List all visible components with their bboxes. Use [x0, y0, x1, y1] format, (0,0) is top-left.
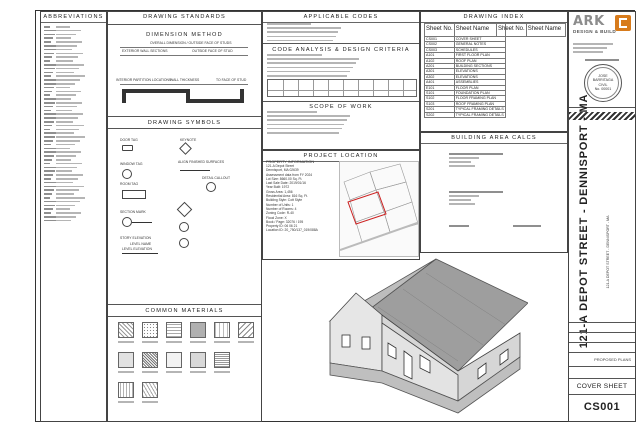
sheet-name: COVER SHEET — [576, 383, 628, 390]
material-swatch — [118, 322, 134, 338]
material-swatch — [142, 322, 158, 338]
drawing-index-panel — [420, 11, 568, 132]
material-swatch — [214, 322, 230, 338]
abbr-value — [56, 129, 79, 131]
index-sheet-no: A401 — [425, 80, 455, 85]
index-sheet-no: S101 — [425, 91, 455, 96]
abbr-value — [56, 186, 84, 188]
abbr-key — [44, 49, 56, 51]
property-info-line: Dennisport, MA 02639 — [266, 168, 299, 173]
sheet-status: PROPOSED PLANS — [594, 357, 631, 362]
door-tag-icon — [122, 145, 133, 151]
material-swatch — [166, 352, 182, 368]
index-col-sheet: Sheet No. — [425, 24, 455, 37]
index-sheet-no: E101 — [425, 85, 455, 90]
dim-label-ext-wall: EXTERIOR WALL SECTIONS — [122, 49, 168, 53]
dim-label-outside-face: OUTSIDE FACE OF STUD — [192, 49, 233, 53]
drawing-index-table-2 — [496, 23, 566, 37]
area-calc-block-2 — [449, 191, 505, 209]
property-info-line: Flood Zone: X — [266, 215, 287, 220]
drawing-symbols-title: DRAWING SYMBOLS — [147, 120, 222, 126]
section-mark-icon — [122, 217, 132, 227]
property-information — [266, 160, 336, 233]
abbr-key — [44, 170, 55, 172]
index-sheet-name: GENERAL NOTES — [454, 42, 505, 47]
firm-subtitle: DESIGN & BUILD — [573, 29, 617, 34]
keynote-icon — [179, 142, 192, 155]
abbreviations-panel — [40, 11, 107, 422]
abbr-value — [56, 167, 77, 169]
abbr-value — [56, 205, 75, 207]
abbr-key — [44, 212, 51, 214]
abbr-value — [56, 113, 83, 115]
abbr-value — [56, 136, 85, 138]
abbr-value — [56, 94, 76, 96]
abbr-value — [56, 125, 84, 127]
address-small-text: 121-A DEPOT STREET - DENNISPORT - MA — [606, 215, 610, 289]
text-line — [267, 54, 322, 56]
project-title-text: 121-A DEPOT STREET - DENNISPORT - MA — [578, 93, 590, 349]
property-info-line: Year Built: 1972 — [266, 185, 290, 190]
property-info-line: Last Sale Date: 2019/01/16 — [266, 181, 306, 186]
drawing-sheet — [35, 10, 635, 422]
abbr-key — [44, 60, 50, 62]
dim-label-interior: INTERIOR PARTITION LOCATIONS — [116, 78, 172, 82]
abbr-key — [44, 72, 53, 74]
project-title-vertical — [573, 93, 595, 349]
drawing-standards-title: DRAWING STANDARDS — [143, 14, 226, 20]
scope-of-work-text — [267, 111, 407, 139]
material-swatch — [118, 382, 134, 398]
abbr-value — [56, 110, 72, 112]
material-swatch — [214, 352, 230, 368]
abbr-value — [56, 83, 75, 85]
abbr-value — [56, 53, 83, 55]
text-line — [267, 75, 347, 77]
stamp-line: CIVIL — [598, 82, 608, 87]
property-info-line: Building Style: Cott Style — [266, 198, 303, 203]
material-swatch — [142, 382, 158, 398]
abbr-value — [56, 79, 80, 81]
abbr-key — [44, 205, 55, 207]
material-swatch — [142, 352, 158, 368]
property-info-line: Number of Rooms: 4 — [266, 206, 297, 211]
detail-callout-label: DETAIL CALLOUT — [202, 176, 231, 180]
abbr-value — [56, 220, 71, 222]
text-line — [267, 62, 356, 64]
abbr-key — [44, 159, 52, 161]
project-location-panel — [262, 150, 420, 260]
material-swatch — [118, 352, 134, 368]
abbr-value — [56, 144, 75, 146]
drawing-symbols-area — [108, 130, 262, 298]
index-sheet-name: COVER SHEET — [454, 37, 505, 42]
abbr-key — [44, 178, 51, 180]
scope-of-work-title: SCOPE OF WORK — [309, 104, 373, 110]
abbr-key — [44, 106, 53, 108]
abbr-key — [44, 136, 55, 138]
abbr-value — [56, 216, 76, 218]
text-line — [267, 58, 359, 60]
abbr-key — [44, 117, 56, 119]
area-calc-block-1 — [449, 153, 505, 171]
text-line — [267, 115, 350, 117]
location-map — [339, 161, 419, 257]
index-sheet-name: SCHEDULES — [454, 47, 505, 52]
title-block — [568, 11, 636, 422]
index-sheet-name: ROOF PLAN — [454, 58, 505, 63]
abbr-value — [56, 30, 81, 32]
window-tag-icon — [122, 169, 132, 179]
sheet-number: CS001 — [583, 401, 621, 413]
property-info-line: Gross Area: 1,456 — [266, 189, 293, 194]
abbr-value — [56, 121, 73, 123]
index-sheet-name: ELEVATIONS — [454, 69, 505, 74]
index-sheet-no: CS001 — [425, 37, 455, 42]
index-sheet-name: ELEVATIONS — [454, 74, 505, 79]
property-info-line: Residential Area: 816 Sq. Ft. — [266, 194, 308, 199]
abbr-value — [56, 201, 80, 203]
abbr-key — [44, 208, 53, 210]
abbr-key — [44, 125, 52, 127]
abbr-value — [56, 49, 72, 51]
abbr-value — [56, 98, 71, 100]
index-sheet-no: A302 — [425, 74, 455, 79]
index-sheet-name: FLOOR FRAMING PLAN — [454, 96, 505, 101]
index-col-name: Sheet Name — [454, 24, 505, 37]
drawing-index-table — [424, 23, 506, 118]
text-line — [267, 111, 317, 113]
drawing-index-title: DRAWING INDEX — [421, 12, 567, 23]
building-area-calcs-panel — [420, 132, 568, 253]
text-line — [267, 71, 350, 73]
abbr-key — [44, 41, 51, 43]
index-sheet-no: A201 — [425, 64, 455, 69]
abbr-value — [56, 68, 79, 70]
abbr-key — [44, 121, 54, 123]
abbr-value — [56, 182, 73, 184]
material-swatch — [238, 322, 254, 338]
align-finish-label: ALIGN FINISHED SURFACES — [178, 160, 225, 164]
abbr-key — [44, 53, 54, 55]
abbr-key — [44, 140, 53, 142]
common-materials-title: COMMON MATERIALS — [145, 308, 224, 314]
material-swatch — [190, 322, 206, 338]
address-vertical — [604, 177, 612, 327]
abbr-value — [56, 140, 80, 142]
materials-grid — [108, 318, 262, 418]
house-3d-drawing — [308, 251, 528, 423]
abbr-key — [44, 144, 51, 146]
material-swatch — [166, 322, 182, 338]
property-info-line: Number of Units: 1 — [266, 202, 294, 207]
abbr-value — [56, 72, 74, 74]
abbr-value — [56, 178, 78, 180]
index-sheet-name: TYPICAL FRAMING DETAILS — [455, 112, 504, 117]
abbr-key — [44, 151, 56, 153]
abbr-key — [44, 34, 55, 36]
property-info-line: Property ID: 06 06 21 — [266, 224, 298, 229]
dim-label-face-of-stud: TO FACE OF STUD — [216, 78, 247, 82]
text-line — [267, 40, 333, 42]
abbr-value — [56, 37, 71, 39]
index-sheet-name: BUILDING SECTIONS — [454, 64, 505, 69]
drawing-standards-panel — [107, 11, 262, 422]
abbr-key — [44, 94, 50, 96]
room-tag-label: ROOM TAG — [120, 182, 139, 186]
abbr-value — [56, 163, 82, 165]
property-info-line: Book / Page: 32076 / 195 — [266, 219, 304, 224]
abbr-key — [44, 110, 51, 112]
abbr-value — [56, 170, 72, 172]
index-sheet-no: A101 — [425, 53, 455, 58]
applicable-codes-panel — [262, 11, 420, 150]
abbr-key — [44, 155, 54, 157]
text-line — [267, 31, 338, 33]
abbr-value — [56, 197, 85, 199]
abbr-value — [56, 75, 85, 77]
abbr-value — [56, 56, 78, 58]
abbr-key — [44, 193, 52, 195]
text-line — [267, 27, 341, 29]
abbr-key — [44, 189, 54, 191]
index-sheet-name: ROOF FRAMING PLAN — [454, 101, 505, 106]
stamp-line: BARRITAGA — [592, 78, 614, 83]
abbreviations-list — [44, 26, 104, 226]
interior-elevation-icon — [179, 238, 189, 248]
detail-callout-icon — [206, 182, 216, 192]
door-tag-label: DOOR TAG — [120, 138, 138, 142]
level-elevation-label: LEVEL ELEVATION — [122, 247, 152, 251]
stamp-line: JOSE — [598, 74, 608, 78]
index2-col-sheet: Sheet No. — [497, 24, 527, 37]
property-info-line: Assessment data from FY 2024 — [266, 172, 313, 177]
index-sheet-name: FOUNDATION PLAN — [454, 91, 505, 96]
index-sheet-no: S202 — [425, 112, 455, 117]
abbr-key — [44, 129, 50, 131]
index-sheet-no: S102 — [425, 96, 455, 101]
keynote-label: KEYNOTE — [180, 138, 197, 142]
abbr-value — [56, 91, 81, 93]
abbr-key — [44, 68, 55, 70]
text-line — [267, 23, 311, 25]
abbr-key — [44, 56, 52, 58]
abbr-value — [56, 60, 73, 62]
index-sheet-name: TYPICAL FRAMING DETAILS — [455, 107, 504, 112]
dim-label-wall-thickness: WALL THICKNESS — [170, 78, 200, 82]
abbr-value — [56, 132, 74, 134]
building-area-calcs-title: BUILDING AREA CALCS — [421, 133, 567, 144]
index-sheet-no: S201 — [425, 107, 455, 112]
elevation-marker-icon — [177, 202, 193, 218]
abbr-key — [44, 220, 56, 222]
abbr-value — [56, 208, 70, 210]
index-sheet-no: A301 — [425, 69, 455, 74]
text-line — [267, 132, 339, 134]
abbr-key — [44, 91, 52, 93]
room-tag-icon — [122, 190, 146, 199]
abbr-key — [44, 87, 54, 89]
abbr-value — [56, 26, 70, 28]
abbr-value — [56, 193, 74, 195]
abbr-value — [56, 159, 71, 161]
window-tag-label: WINDOW TAG — [120, 162, 143, 166]
abbr-value — [56, 174, 83, 176]
firm-name: ARK — [573, 14, 605, 29]
dimension-method-title: DIMENSION METHOD — [146, 32, 223, 38]
property-info-line: Lot Size: 8660.00 Sq. Ft. — [266, 176, 303, 181]
level-name-label: LEVEL NAME — [130, 242, 152, 246]
index-sheet-no: S103 — [425, 101, 455, 106]
abbr-key — [44, 37, 53, 39]
property-info-heading: PROPERTY INFORMATION — [266, 160, 315, 164]
abbr-value — [56, 148, 70, 150]
abbr-key — [44, 75, 51, 77]
abbr-key — [44, 26, 50, 28]
index2-col-name: Sheet Name — [526, 24, 565, 37]
abbr-value — [56, 102, 82, 104]
property-info-line: Zoning Code: R-40 — [266, 211, 294, 216]
parcel-map-drawing — [340, 162, 419, 257]
abbr-value — [56, 106, 77, 108]
abbr-key — [44, 83, 56, 85]
property-info-line: Location ID: 20_750/137_019/088A — [266, 228, 318, 233]
firm-logo — [571, 14, 635, 38]
abbr-value — [56, 117, 78, 119]
index-row — [425, 112, 506, 117]
property-info-line: 121-A Depot Street — [266, 164, 295, 168]
index-sheet-no: CS003 — [425, 47, 455, 52]
applicable-codes-title: APPLICABLE CODES — [263, 12, 419, 23]
dimension-method-diagram — [112, 40, 258, 108]
abbr-value — [56, 64, 84, 66]
abbr-key — [44, 197, 50, 199]
stamp-line: No. 00001 — [594, 87, 612, 92]
abbr-key — [44, 102, 55, 104]
index-sheet-no: CS002 — [425, 42, 455, 47]
abbr-value — [56, 189, 79, 191]
abbreviations-title: ABBREVIATIONS — [41, 12, 106, 23]
text-line — [267, 36, 336, 38]
abbr-value — [56, 45, 77, 47]
abbr-value — [56, 155, 76, 157]
abbr-value — [56, 87, 70, 89]
house-rendering — [308, 251, 528, 423]
text-line — [267, 128, 342, 130]
index-sheet-name: FIRST FLOOR PLAN — [454, 53, 505, 58]
story-elevation-label: STORY ELEVATION — [120, 236, 151, 240]
abbr-value — [56, 212, 81, 214]
abbr-key — [44, 186, 56, 188]
dim-label-overall: OVERALL DIMENSION / OUTSIDE FACE OF STUDS — [150, 41, 232, 45]
code-analysis-table — [267, 79, 417, 97]
index-sheet-name: ASSEMBLIES — [454, 80, 505, 85]
abbr-key — [44, 174, 53, 176]
code-analysis-text — [267, 54, 417, 80]
text-line — [267, 119, 347, 121]
index-sheet-name: FLOOR PLAN — [454, 85, 505, 90]
material-swatch — [190, 352, 206, 368]
index-sheet-no: A102 — [425, 58, 455, 63]
abbr-value — [56, 34, 76, 36]
firm-logo-mark — [615, 15, 631, 31]
abbr-value — [56, 151, 81, 153]
text-line — [267, 124, 344, 126]
text-line — [267, 67, 353, 69]
section-mark-label: SECTION MARK — [120, 210, 146, 214]
project-location-title: PROJECT LOCATION — [263, 151, 419, 162]
section-callout-icon — [179, 222, 189, 232]
code-analysis-title: CODE ANALYSIS & DESIGN CRITERIA — [272, 47, 410, 53]
abbr-key — [44, 163, 50, 165]
abbr-value — [56, 41, 82, 43]
